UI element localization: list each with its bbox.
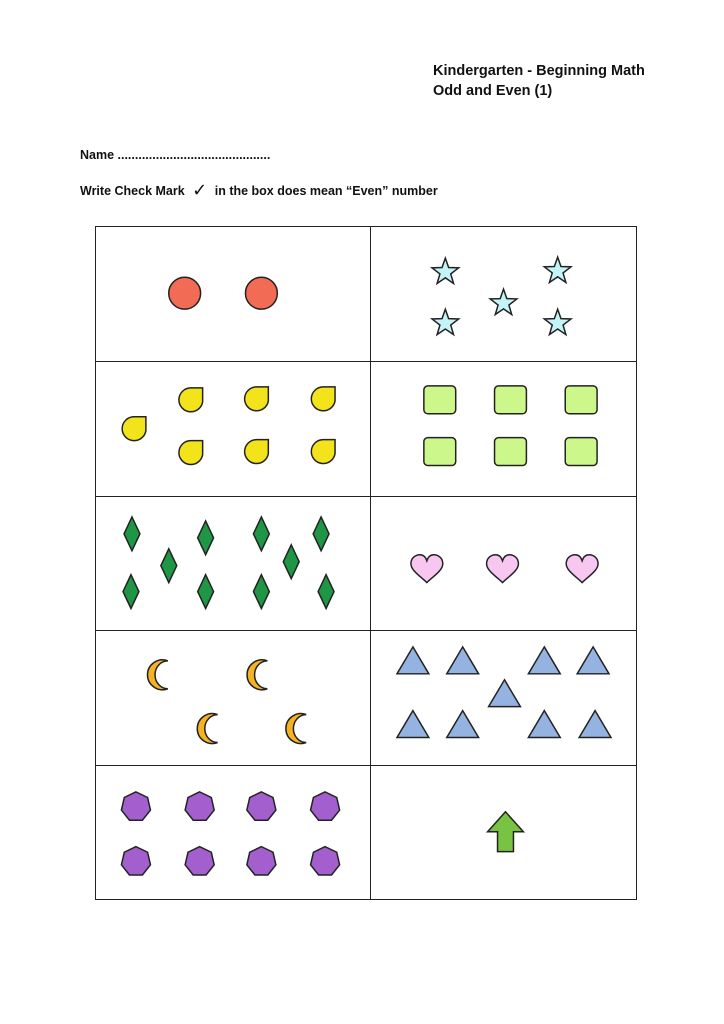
rounded-square-shape bbox=[565, 438, 597, 466]
instruction-text bbox=[80, 180, 438, 201]
leaf-shape bbox=[245, 387, 269, 411]
crescent-moon-shape bbox=[286, 714, 306, 744]
leaf-shape bbox=[311, 440, 335, 464]
triangle-shape bbox=[447, 711, 479, 738]
leaf-shape bbox=[179, 388, 203, 412]
circle-shape bbox=[169, 277, 201, 309]
diamond-shape bbox=[283, 545, 299, 579]
triangles-drawing bbox=[371, 631, 636, 764]
name-field[interactable]: Name ............................................ bbox=[80, 148, 271, 162]
rounded-square-shape bbox=[495, 438, 527, 466]
triangle-shape bbox=[579, 711, 611, 738]
box-squares[interactable] bbox=[371, 361, 636, 495]
star-shape bbox=[490, 289, 517, 314]
rounded-square-shape bbox=[424, 438, 456, 466]
heptagon-shape bbox=[185, 846, 214, 874]
diamond-shape bbox=[198, 574, 214, 608]
leaves-drawing bbox=[96, 362, 370, 495]
heptagon-shape bbox=[121, 791, 150, 819]
shapes-grid bbox=[95, 226, 637, 900]
box-triangles[interactable] bbox=[371, 630, 636, 764]
heptagon-shape bbox=[311, 846, 340, 874]
worksheet-title bbox=[433, 61, 645, 101]
diamond-shape bbox=[124, 517, 140, 551]
diamond-shape bbox=[198, 521, 214, 555]
diamond-shape bbox=[161, 549, 177, 583]
box-arrow[interactable] bbox=[371, 765, 636, 899]
triangle-shape bbox=[528, 647, 560, 674]
diamond-shape bbox=[253, 517, 269, 551]
heart-shape bbox=[566, 555, 598, 583]
squares-drawing bbox=[371, 362, 636, 495]
triangle-shape bbox=[447, 647, 479, 674]
leaf-shape bbox=[122, 417, 146, 441]
leaf-shape bbox=[245, 440, 269, 464]
box-circles[interactable] bbox=[96, 227, 371, 361]
star-shape bbox=[432, 258, 459, 283]
heptagon-shape bbox=[247, 846, 276, 874]
instruction-before: Write Check Mark bbox=[80, 184, 185, 198]
heart-shape bbox=[487, 555, 519, 583]
box-diamonds[interactable] bbox=[96, 496, 371, 630]
crescent-moon-shape bbox=[147, 660, 167, 690]
heptagon-shape bbox=[121, 846, 150, 874]
triangle-shape bbox=[528, 711, 560, 738]
heart-shape bbox=[411, 555, 443, 583]
diamonds-drawing bbox=[96, 497, 370, 630]
title-line-2: Odd and Even (1) bbox=[433, 83, 553, 99]
check-mark-icon: ✓ bbox=[192, 180, 208, 201]
heptagon-shape bbox=[247, 791, 276, 819]
box-stars[interactable] bbox=[371, 227, 636, 361]
diamond-shape bbox=[313, 517, 329, 551]
circles-drawing bbox=[96, 227, 370, 361]
box-hearts[interactable] bbox=[371, 496, 636, 630]
heptagon-shape bbox=[311, 791, 340, 819]
triangle-shape bbox=[397, 647, 429, 674]
rounded-square-shape bbox=[424, 386, 456, 414]
moons-drawing bbox=[96, 631, 370, 764]
triangle-shape bbox=[397, 711, 429, 738]
crescent-moon-shape bbox=[197, 714, 217, 744]
heptagons-drawing bbox=[96, 766, 370, 899]
triangle-shape bbox=[577, 647, 609, 674]
star-shape bbox=[432, 309, 459, 334]
box-leaves[interactable] bbox=[96, 361, 371, 495]
box-heptagons[interactable] bbox=[96, 765, 371, 899]
diamond-shape bbox=[318, 574, 334, 608]
diamond-shape bbox=[253, 574, 269, 608]
diamond-shape bbox=[123, 574, 139, 608]
triangle-shape bbox=[489, 680, 521, 707]
leaf-shape bbox=[179, 441, 203, 465]
circle-shape bbox=[245, 277, 277, 309]
leaf-shape bbox=[311, 387, 335, 411]
arrow-up-icon bbox=[488, 811, 524, 851]
heptagon-shape bbox=[185, 791, 214, 819]
crescent-moon-shape bbox=[247, 660, 267, 690]
star-shape bbox=[544, 257, 571, 282]
rounded-square-shape bbox=[495, 386, 527, 414]
arrow-drawing bbox=[371, 766, 636, 899]
instruction-after: in the box does mean “Even” number bbox=[214, 184, 438, 198]
rounded-square-shape bbox=[565, 386, 597, 414]
box-moons[interactable] bbox=[96, 630, 371, 764]
stars-drawing bbox=[371, 227, 636, 361]
title-line-1: Kindergarten - Beginning Math bbox=[433, 63, 645, 79]
star-shape bbox=[544, 309, 571, 334]
hearts-drawing bbox=[371, 497, 636, 630]
